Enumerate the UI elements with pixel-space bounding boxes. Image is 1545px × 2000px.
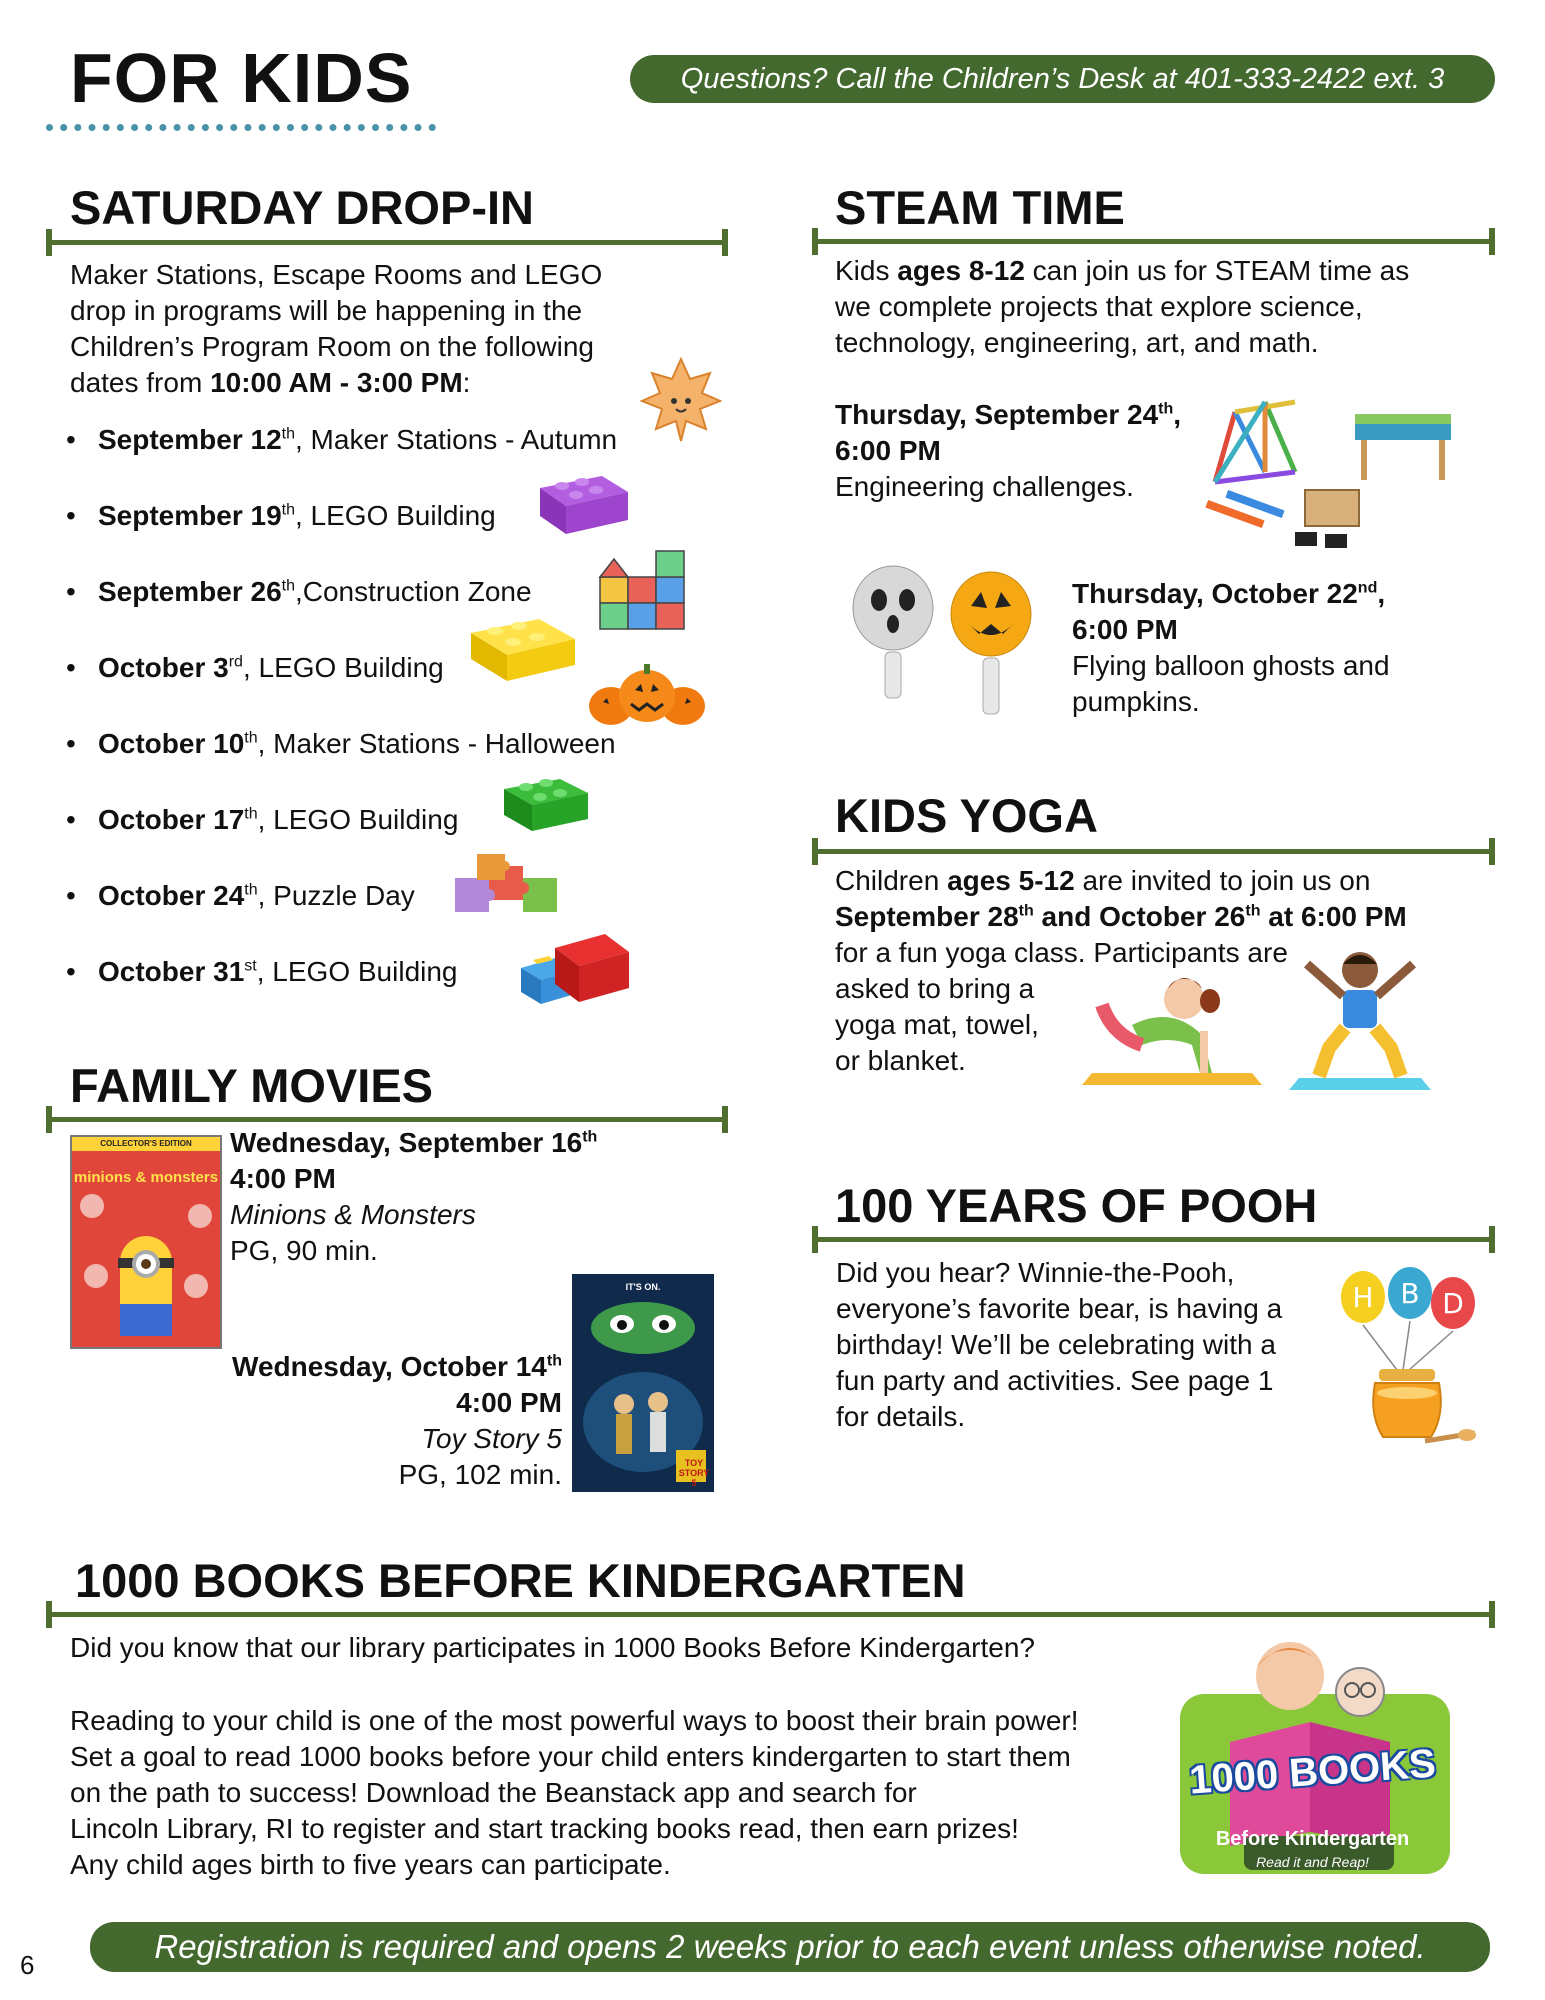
list-item: • October 17th, LEGO Building <box>58 800 698 876</box>
intro-line: Maker Stations, Escape Rooms and LEGO <box>70 259 603 290</box>
list-item: • October 3rd, LEGO Building <box>58 648 698 724</box>
movie2-date: Wednesday, October 14th <box>232 1351 562 1382</box>
pooh-body <box>836 1255 1336 1435</box>
poster-label: IT'S ON. <box>625 1282 661 1292</box>
page-title: FOR KIDS <box>70 39 413 117</box>
family-movies-title: FAMILY MOVIES <box>70 1059 434 1112</box>
toy-story-poster <box>572 1274 714 1492</box>
puzzle-pieces-icon <box>453 848 563 918</box>
balloon-letter: B <box>1400 1277 1420 1310</box>
logo-sub-text: Before Kindergarten <box>1215 1828 1410 1850</box>
yoga-line: for a fun yoga class. Participants are <box>835 937 1288 968</box>
pooh-line: Did you hear? Winnie-the-Pooh, <box>836 1257 1235 1288</box>
event2-date: Thursday, October 22nd, <box>1072 578 1386 609</box>
engineering-materials-icon <box>1195 392 1460 554</box>
event1-date: Thursday, September 24th, <box>835 399 1182 430</box>
section-rule <box>46 1612 1495 1617</box>
poster-title: TOY STORY 5 <box>678 1458 710 1488</box>
yoga-line: September 28th and October 26th at 6:00 PM <box>835 901 1407 932</box>
green-lego-brick-icon <box>500 775 592 835</box>
saturday-intro <box>70 257 710 401</box>
pooh-line: for details. <box>836 1401 966 1432</box>
1000-books-logo <box>1160 1632 1465 1884</box>
list-item: • September 19th, LEGO Building <box>58 496 698 572</box>
event1-time: 6:00 PM <box>835 435 941 466</box>
steam-time-title: STEAM TIME <box>835 181 1125 234</box>
books-line: Set a goal to read 1000 books before your child enters kindergarten to start them <box>70 1741 1071 1772</box>
movie2-rating: PG, 102 min. <box>398 1459 562 1490</box>
pumpkins-icon <box>587 660 707 728</box>
intro-line: technology, engineering, art, and math. <box>835 327 1319 358</box>
page-number: 6 <box>20 1950 35 1980</box>
logo-main-text: 1000 BOOKS <box>1187 1741 1438 1803</box>
intro-line: dates from 10:00 AM - 3:00 PM: <box>70 367 471 398</box>
movie1-name: Minions & Monsters <box>230 1199 476 1230</box>
birthday-honey-icon <box>1335 1265 1485 1450</box>
poster-title: minions & monsters <box>73 1169 219 1186</box>
pooh-line: birthday! We’ll be celebrating with a <box>836 1329 1276 1360</box>
event2-time: 6:00 PM <box>1072 614 1178 645</box>
balloon-letter: D <box>1442 1287 1464 1320</box>
event2-desc: Flying balloon ghosts and <box>1072 650 1390 681</box>
steam-event2 <box>1072 576 1492 720</box>
steam-event1 <box>835 397 1215 505</box>
list-item: • September 12th, Maker Stations - Autumn <box>58 420 698 496</box>
movie1-rating: PG, 90 min. <box>230 1235 378 1266</box>
balloon-ghost-pumpkin-icon <box>843 560 1043 735</box>
yoga-line: or blanket. <box>835 1045 966 1076</box>
section-rule <box>46 1117 728 1122</box>
books-line: Any child ages birth to five years can participate. <box>70 1849 671 1880</box>
yellow-lego-brick-icon <box>465 615 580 685</box>
balloon-letter: H <box>1352 1281 1374 1314</box>
list-item: • October 31st, LEGO Building <box>58 952 698 1028</box>
lego-bricks-pile-icon <box>515 930 633 1010</box>
title-underline <box>46 124 436 131</box>
movie2-name: Toy Story 5 <box>421 1423 562 1454</box>
registration-banner: Registration is required and opens 2 weeks prior to each event unless otherwise noted. <box>90 1922 1490 1972</box>
event2-desc: pumpkins. <box>1072 686 1200 717</box>
pooh-title: 100 YEARS OF POOH <box>835 1179 1318 1232</box>
kids-yoga-title: KIDS YOGA <box>835 789 1098 842</box>
books-line: Lincoln Library, RI to register and start tracking books read, then earn prizes! <box>70 1813 1019 1844</box>
logo-tagline: Read it and Reap! <box>1256 1854 1369 1870</box>
yoga-boy-icon <box>1285 940 1435 1095</box>
movie2-time: 4:00 PM <box>456 1387 562 1418</box>
saturday-dropin-title: SATURDAY DROP-IN <box>70 181 534 234</box>
intro-line: drop in programs will be happening in the <box>70 295 583 326</box>
list-item: • October 10th, Maker Stations - Halloween <box>58 724 698 800</box>
pooh-line: everyone’s favorite bear, is having a <box>836 1293 1283 1324</box>
intro-line: Kids ages 8-12 can join us for STEAM time as <box>835 255 1410 286</box>
books-title: 1000 BOOKS BEFORE KINDERGARTEN <box>75 1554 966 1607</box>
section-rule <box>812 239 1495 244</box>
intro-line: we complete projects that explore science, <box>835 291 1363 322</box>
list-item: • September 26th,Construction Zone <box>58 572 698 648</box>
event1-desc: Engineering challenges. <box>835 471 1134 502</box>
yoga-line: Children ages 5-12 are invited to join us on <box>835 865 1371 896</box>
books-line1: Did you know that our library participates in 1000 Books Before Kindergarten? <box>70 1632 1035 1663</box>
movie1-time: 4:00 PM <box>230 1163 336 1194</box>
books-line: on the path to success! Download the Beanstack app and search for <box>70 1777 917 1808</box>
list-item: • October 24th, Puzzle Day <box>58 876 698 952</box>
steam-intro <box>835 253 1485 361</box>
contact-banner: Questions? Call the Children’s Desk at 401-333-2422 ext. 3 <box>630 55 1495 103</box>
intro-line: Children’s Program Room on the following <box>70 331 594 362</box>
purple-lego-brick-icon <box>532 468 632 540</box>
movie1-date: Wednesday, September 16th <box>230 1127 598 1158</box>
section-rule <box>812 1237 1495 1242</box>
section-rule <box>46 240 728 245</box>
building-blocks-icon <box>598 533 690 631</box>
yoga-line: yoga mat, towel, <box>835 1009 1039 1040</box>
movie2-details <box>160 1349 562 1493</box>
minion-icon <box>72 1186 220 1346</box>
yoga-girl-icon <box>1072 945 1272 1095</box>
yoga-line: asked to bring a <box>835 973 1035 1004</box>
autumn-leaf-icon <box>640 355 722 445</box>
movie1-details <box>230 1125 597 1269</box>
minions-poster <box>70 1135 222 1349</box>
poster-label: COLLECTOR'S EDITION <box>72 1137 220 1151</box>
pooh-line: fun party and activities. See page 1 <box>836 1365 1274 1396</box>
books-body <box>70 1703 1170 1883</box>
books-line: Reading to your child is one of the most powerful ways to boost their brain power! <box>70 1705 1079 1736</box>
section-rule <box>812 849 1495 854</box>
